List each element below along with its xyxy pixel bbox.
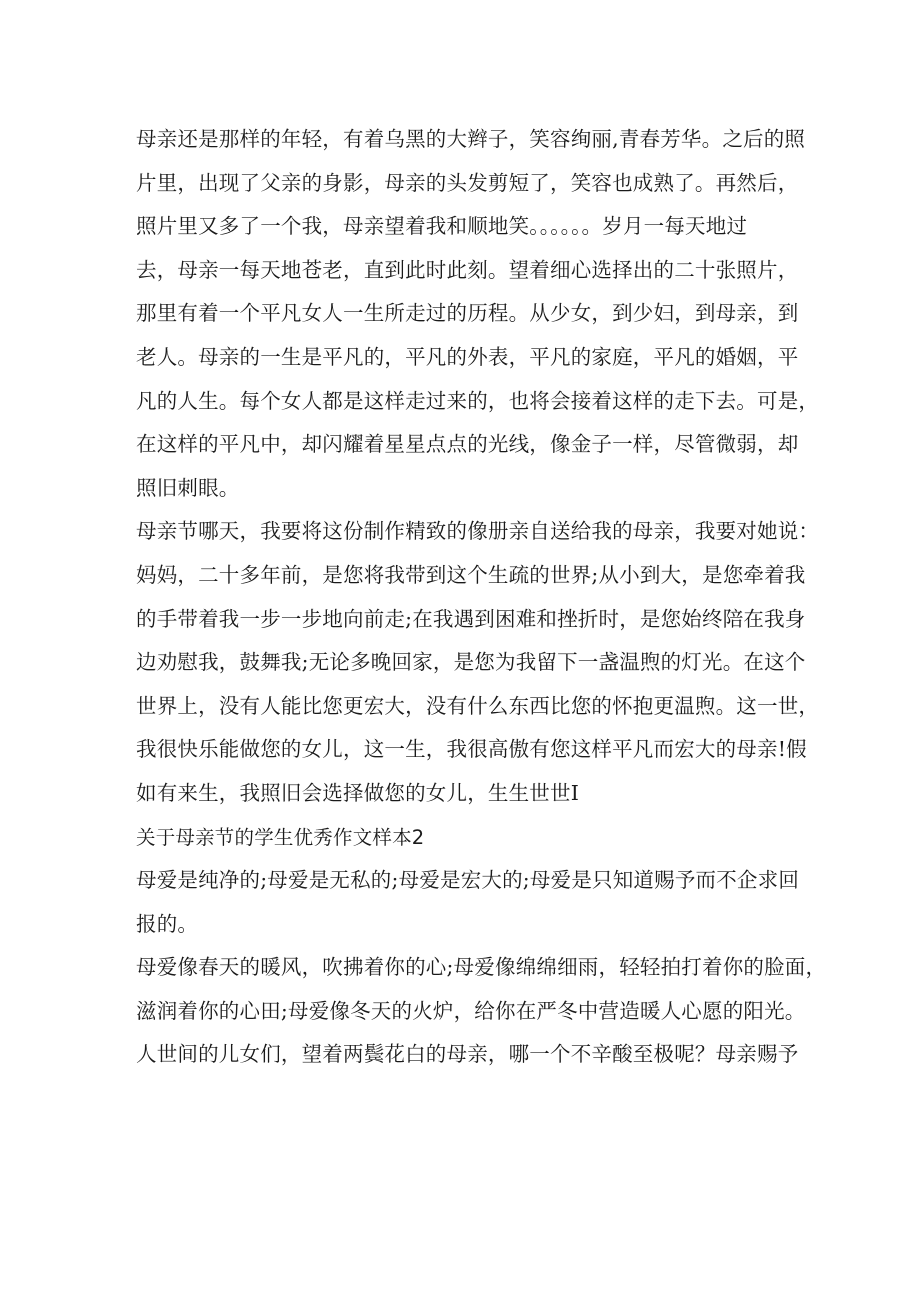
paragraph-love-spring <box>136 946 827 1033</box>
paragraph-photos <box>136 118 820 510</box>
text-line: 凡的人生。每个女人都是这样走过来的，也将会接着这样的走下去。可是， <box>136 388 820 413</box>
section-heading: 关于母亲节的学生优秀作文样本2 <box>136 825 425 849</box>
text-line: 妈妈，二十多年前，是您将我带到这个生疏的世界;从小到大，是您牵着我 <box>136 562 806 587</box>
paragraph-mothers-day <box>136 510 820 815</box>
document-body <box>136 118 827 1077</box>
text-line: 如有来生，我照旧会选择做您的女儿，生生世世I <box>136 780 579 805</box>
text-line: 人世间的儿女们，望着两鬓花白的母亲，哪一个不辛酸至极呢？母亲赐予 <box>136 1042 799 1067</box>
text-line: 母爱像春天的暖风，吹拂着你的心;母爱像绵绵细雨，轻轻拍打着你的脸面， <box>136 955 827 980</box>
text-line: 在这样的平凡中，却闪耀着星星点点的光线，像金子一样，尽管微弱，却 <box>136 432 799 457</box>
text-line: 照片里又多了一个我，母亲望着我和顺地笑。。。。。。岁月一每天地过 <box>136 214 748 239</box>
text-line: 老人。母亲的一生是平凡的，平凡的外表，平凡的家庭，平凡的婚姻，平 <box>136 344 799 369</box>
text-line: 我很快乐能做您的女儿，这一生，我很高傲有您这样平凡而宏大的母亲!假 <box>136 737 807 762</box>
text-line: 母亲节哪天，我要将这份制作精致的像册亲自送给我的母亲，我要对她说： <box>136 519 820 544</box>
text-line: 片里，出现了父亲的身影，母亲的头发剪短了，笑容也成熟了。再然后， <box>136 170 799 195</box>
paragraph-children <box>136 1033 799 1077</box>
text-line: 世界上，没有人能比您更宏大，没有什么东西比您的怀抱更温煦。这一世， <box>136 693 820 718</box>
text-line: 母亲还是那样的年轻，有着乌黑的大辫子，笑容绚丽,青春芳华。之后的照 <box>136 127 806 151</box>
text-line: 那里有着一个平凡女人一生所走过的历程。从少女，到少妇，到母亲，到 <box>136 301 799 326</box>
text-line: 的手带着我一步一步地向前走;在我遇到困难和挫折时，是您始终陪在我身 <box>136 606 806 631</box>
text-line: 去，母亲一每天地苍老，直到此时此刻。望着细心选择出的二十张照片， <box>136 257 799 282</box>
paragraph-love-pure <box>136 859 800 946</box>
text-line: 边劝慰我，鼓舞我;无论多晚回家，是您为我留下一盏温煦的灯光。在这个 <box>136 650 806 675</box>
text-line: 滋润着你的心田;母爱像冬天的火炉，给你在严冬中营造暖人心愿的阳光。 <box>136 998 806 1023</box>
text-line: 报的。 <box>136 911 199 936</box>
text-line: 照旧刺眼。 <box>136 475 240 500</box>
text-line: 母爱是纯净的;母爱是无私的;母爱是宏大的;母爱是只知道赐予而不企求回 <box>136 868 800 893</box>
